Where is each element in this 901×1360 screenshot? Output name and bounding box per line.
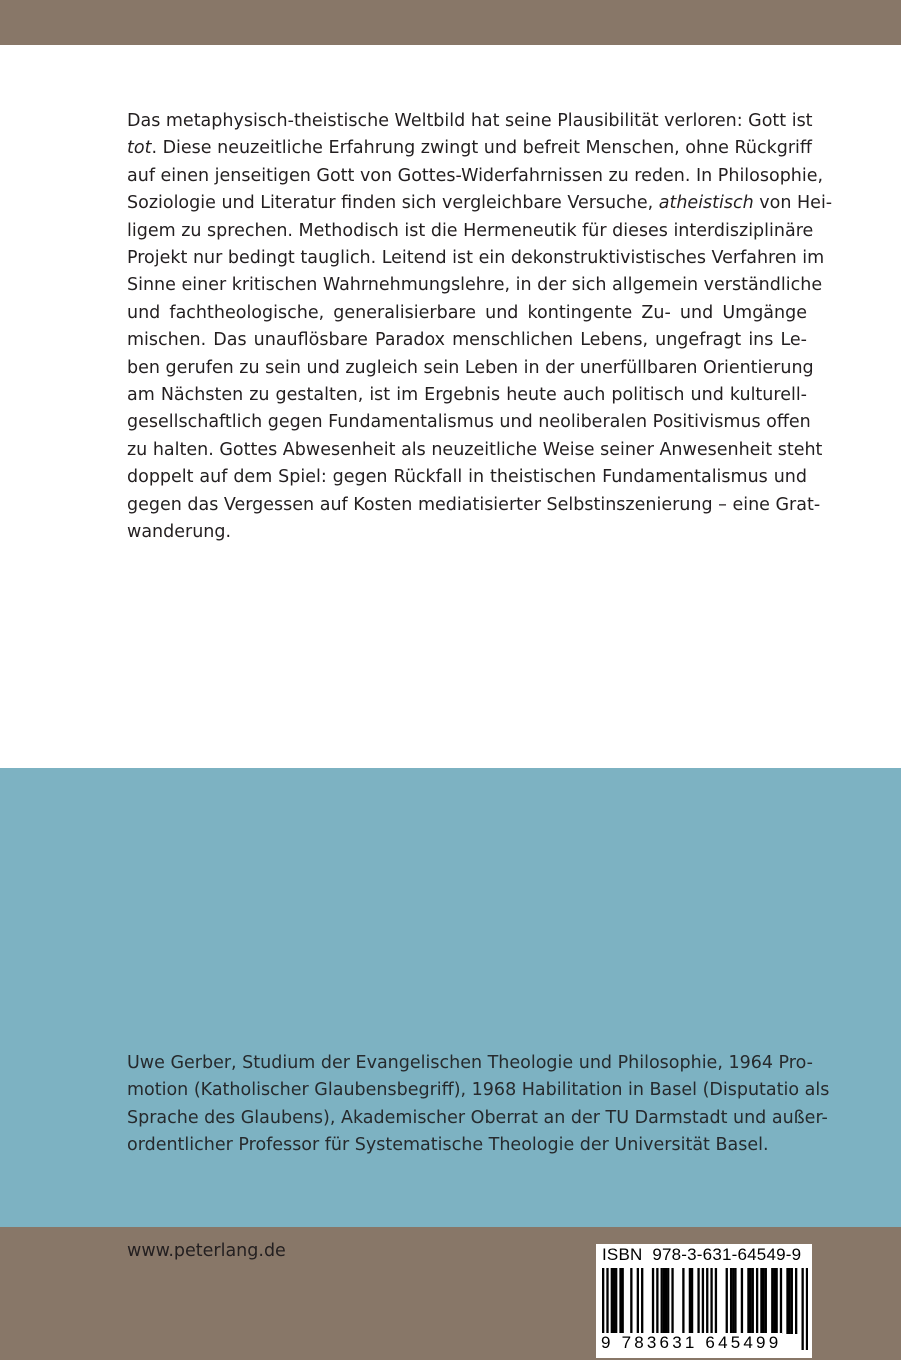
barcode-bar [661,1268,663,1334]
barcode-bar [665,1268,667,1334]
blurb-text [127,108,833,547]
barcode-bar [710,1268,712,1334]
barcode-bar [637,1268,639,1334]
barcode-bar [747,1268,749,1334]
barcode-bar [773,1268,775,1334]
barcode-bar [771,1268,773,1334]
blurb-line: gegen das Vergessen auf Kosten mediatisierter Selbstinszenierung – eine Grat- [127,494,821,515]
blurb-line: Das metaphysisch-theistische Weltbild hat seine Plausibilität verloren: Gott ist [127,111,813,131]
blurb-line: tot. Diese neuzeitliche Erfahrung zwingt und befreit Menschen, ohne Rückgriff [127,138,812,159]
blurb-line: gesellschaftlich gegen Fundamentalismus und neoliberalen Positivismus offen [127,412,811,433]
top-color-band [0,0,901,45]
barcode-bar [726,1268,728,1334]
barcode-bar [611,1268,613,1334]
barcode-bar [786,1268,788,1334]
bio-line: Sprache des Glaubens), Akademischer Oberrat an der TU Darmstadt und außer- [127,1107,828,1128]
barcode-bar [749,1268,751,1334]
bio-line: motion (Katholischer Glaubensbegriff), 1968 Habilitation in Basel (Disputatio als [127,1080,830,1101]
barcode-bar [775,1268,777,1334]
barcode-bar [689,1268,691,1334]
blurb-line: Sinne einer kritischen Wahrnehmungslehre, in der sich allgemein verständliche [127,275,823,296]
barcode-digits: 9 783631 645499 [601,1333,782,1352]
barcode-bar [622,1268,624,1334]
barcode-bar [741,1268,743,1334]
isbn-barcode [596,1244,812,1358]
barcode-bar [613,1268,615,1334]
blurb-line: Projekt nur bedingt tauglich. Leitend ist ein dekonstruktivistisches Verfahren im [127,248,825,269]
barcode-bar [791,1268,793,1334]
barcode-bar [734,1268,736,1334]
blurb-line: wanderung. [127,522,232,543]
barcode-bar [780,1268,782,1334]
barcode-bar [671,1268,673,1334]
barcode-bar [715,1268,717,1334]
publisher-url[interactable]: www.peterlang.de [127,1241,286,1261]
barcode-bar [760,1268,762,1334]
bio-line: ordentlicher Professor für Systematische Theologie der Universität Basel. [127,1134,769,1155]
blurb-line: Soziologie und Literatur finden sich vergleichbare Versuche, atheistisch von Hei- [127,193,833,214]
barcode-bar [732,1268,734,1334]
barcode-bar [765,1268,767,1334]
author-bio [127,1050,830,1159]
barcode-bar [752,1268,754,1334]
barcode-bar [762,1268,764,1334]
blurb-line: doppelt auf dem Spiel: gegen Rückfall in theistischen Fundamentalismus und [127,467,807,488]
blurb-line: zu halten. Gottes Abwesenheit als neuzeitliche Weise seiner Anwesenheit steht [127,439,823,460]
blurb-line: am Nächsten zu gestalten, ist im Ergebnis heute auch politisch und kulturell- [127,385,807,406]
barcode-bar [630,1268,632,1334]
barcode-bar [697,1268,699,1334]
barcode-bar [756,1268,758,1334]
barcode-bar [691,1268,693,1334]
blurb-line: auf einen jenseitigen Gott von Gottes-Widerfahrnissen zu reden. In Philosophie, [127,165,824,186]
barcode-bar [641,1268,643,1334]
barcode-bar [788,1268,790,1334]
barcode-bar [682,1268,684,1334]
blurb-line: mischen. Das unauflösbare Paradox menschlichen Lebens, ungefragt ins Le- [127,330,807,351]
blurb-line: und fachtheologische, generalisierbare und kontingente Zu- und Umgänge [127,302,807,323]
blurb-line: ben gerufen zu sein und zugleich sein Leben in der unerfüllbaren Orientierung [127,357,814,378]
barcode-bar [619,1268,621,1334]
barcode-bar [795,1268,797,1334]
barcode-bar [652,1268,654,1334]
barcode-bar [730,1268,732,1334]
isbn-label: ISBN 978-3-631-64549-9 [602,1245,802,1264]
barcode-bar [663,1268,665,1334]
barcode-bar [667,1268,669,1334]
barcode-bar [656,1268,658,1334]
barcode-bar [615,1268,617,1334]
blurb-line: ligem zu sprechen. Methodisch ist die Hermeneutik für dieses interdisziplinäre [127,220,814,241]
bio-line: Uwe Gerber, Studium der Evangelischen Theologie und Philosophie, 1964 Pro- [127,1053,813,1073]
